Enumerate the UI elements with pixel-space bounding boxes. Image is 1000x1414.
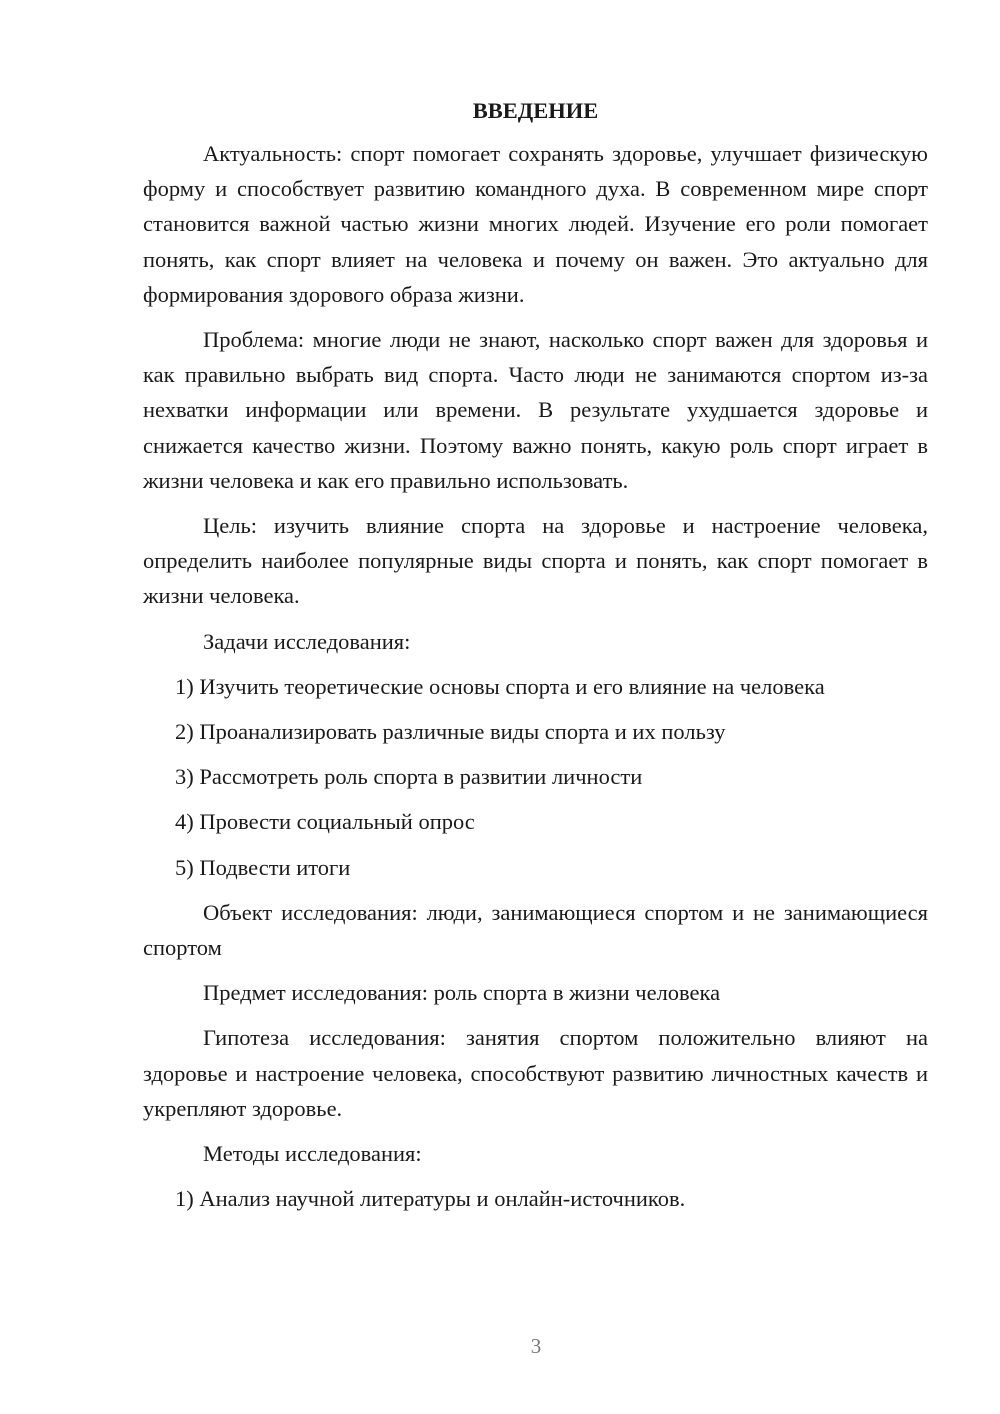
section-title: ВВЕДЕНИЕ [472, 98, 599, 123]
list-item: 4) Провести социальный опрос [175, 809, 475, 835]
paragraph-relevance: Актуальность: спорт помогает сохранять здоровье, улучшает физическую форму и способствует развитию командного духа. В современном мире спорт становится важной частью жизни многих людей. Изучение его роли помогает понять, как спорт влияет на человека и почему он важен. Это актуально для формирования здорового образа жизни. [143, 141, 928, 307]
list-item: 3) Рассмотреть роль спорта в развитии личности [175, 764, 643, 790]
list-item: 2) Проанализировать различные виды спорта и их пользу [175, 719, 726, 745]
list-item: 5) Подвести итоги [175, 854, 351, 880]
paragraph-subject: Предмет исследования: роль спорта в жизни человека [203, 980, 721, 1006]
methods-label: Методы исследования: [203, 1141, 422, 1167]
list-item: 1) Анализ научной литературы и онлайн-источников. [175, 1186, 686, 1212]
paragraph-object: Объект исследования: люди, занимающиеся спортом и не занимающиеся спортом [143, 899, 928, 961]
page-number: 3 [530, 1334, 542, 1358]
tasks-list [143, 669, 928, 885]
paragraph-goal: Цель: изучить влияние спорта на здоровье и настроение человека, определить наиболее популярные виды спорта и понять, как спорт помогает в жизни человека. [143, 513, 928, 609]
paragraph-problem: Проблема: многие люди не знают, насколько спорт важен для здоровья и как правильно выбрать вид спорта. Часто люди не занимаются спортом из-за нехватки информации или времени. В результате ухудшается здоровье и снижается качество жизни. Поэтому важно понять, какую роль спорт играет в жизни человека и как его правильно использовать. [143, 327, 928, 493]
paragraph-hypothesis: Гипотеза исследования: занятия спортом положительно влияют на здоровье и настроение человека, способствуют развитию личностных качеств и укрепляют здоровье. [143, 1025, 928, 1121]
list-item: 1) Изучить теоретические основы спорта и его влияние на человека [175, 673, 825, 699]
document-body [143, 96, 928, 1226]
methods-list [143, 1181, 928, 1216]
tasks-label: Задачи исследования: [203, 628, 411, 654]
